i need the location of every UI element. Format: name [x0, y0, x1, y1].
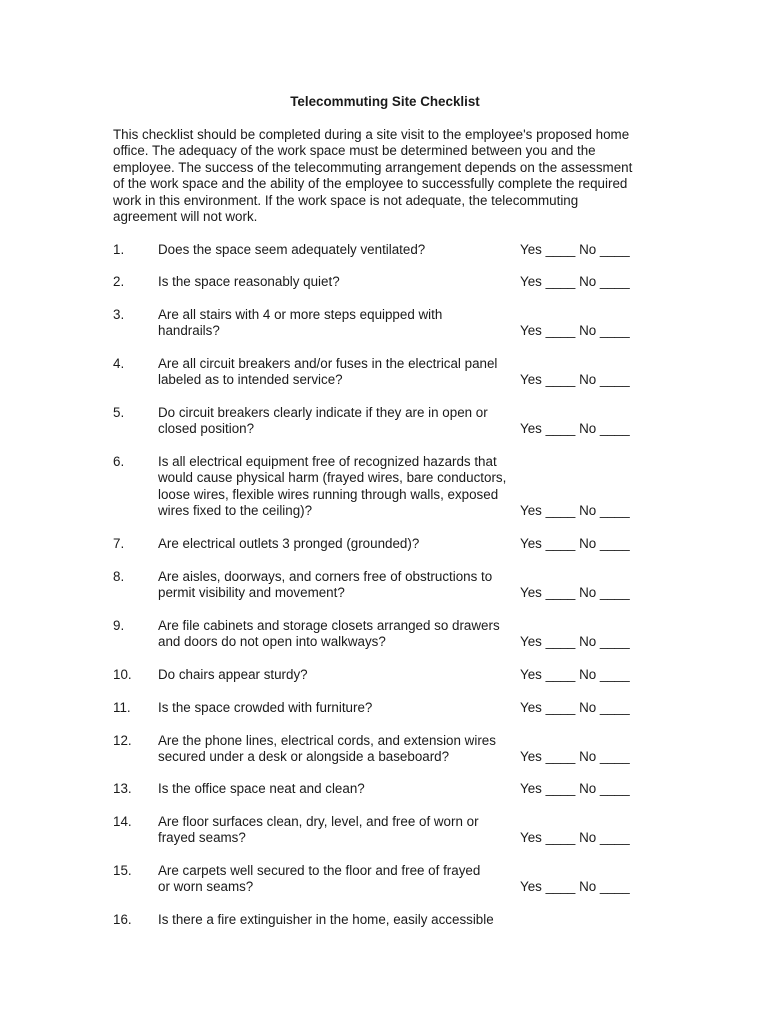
item-question: Do circuit breakers clearly indicate if they are in open or closed position? — [158, 405, 488, 437]
item-question: Does the space seem adequately ventilated? — [158, 242, 426, 257]
item-question: Are carpets well secured to the floor and free of frayed or worn seams? — [158, 863, 481, 895]
item-question: Do chairs appear sturdy? — [158, 667, 308, 682]
item-number: 11. — [113, 700, 131, 715]
yes-no-answer[interactable]: Yes ____ No ____ — [520, 421, 630, 436]
yes-no-answer[interactable]: Yes ____ No ____ — [520, 634, 630, 649]
item-question: Are all stairs with 4 or more steps equipped with handrails? — [158, 307, 443, 339]
yes-no-answer[interactable]: Yes ____ No ____ — [520, 503, 630, 518]
item-question: Are aisles, doorways, and corners free of obstructions to permit visibility and movement? — [158, 569, 493, 601]
item-number: 13. — [113, 781, 132, 796]
item-number: 4. — [113, 356, 125, 371]
yes-no-answer[interactable]: Yes ____ No ____ — [520, 667, 630, 682]
yes-no-answer[interactable]: Yes ____ No ____ — [520, 749, 630, 764]
yes-no-answer[interactable]: Yes ____ No ____ — [520, 781, 630, 796]
item-number: 5. — [113, 405, 125, 420]
item-question: Are file cabinets and storage closets arranged so drawers and doors do not open into walkways? — [158, 618, 500, 650]
item-question: Are floor surfaces clean, dry, level, and free of worn or frayed seams? — [158, 814, 479, 846]
item-number: 8. — [113, 569, 125, 584]
intro-paragraph: This checklist should be completed during a site visit to the employee's proposed home office. The adequacy of the work space must be determined between you and the employee. The success of the telecommuting arrangement depends on the assessment of the work space and the ability of the employee to successfully complete the required work in this environment. If the work space is not adequate, the telecommuting agreement will not work. — [113, 127, 633, 225]
yes-no-answer[interactable]: Yes ____ No ____ — [520, 323, 630, 338]
item-number: 9. — [113, 618, 125, 633]
item-question: Are electrical outlets 3 pronged (grounded)? — [158, 536, 420, 551]
yes-no-answer[interactable]: Yes ____ No ____ — [520, 372, 630, 387]
yes-no-answer[interactable]: Yes ____ No ____ — [520, 585, 630, 600]
item-number: 12. — [113, 733, 132, 748]
item-number: 16. — [113, 912, 132, 927]
yes-no-answer[interactable]: Yes ____ No ____ — [520, 879, 630, 894]
item-number: 1. — [113, 242, 125, 257]
yes-no-answer[interactable]: Yes ____ No ____ — [520, 830, 630, 845]
item-number: 14. — [113, 814, 132, 829]
item-question: Is the office space neat and clean? — [158, 781, 365, 796]
item-number: 10. — [113, 667, 132, 682]
item-number: 2. — [113, 274, 125, 289]
item-question: Is there a fire extinguisher in the home, easily accessible — [158, 912, 494, 927]
item-question: Is all electrical equipment free of recognized hazards that would cause physical harm (frayed wires, bare conductors, loose wires, flexible wires running through walls, exposed wires fixed to the ceiling)? — [158, 454, 507, 519]
yes-no-answer[interactable]: Yes ____ No ____ — [520, 242, 630, 257]
item-number: 7. — [113, 536, 125, 551]
item-question: Are the phone lines, electrical cords, and extension wires secured under a desk or alongside a baseboard? — [158, 733, 496, 765]
item-question: Is the space crowded with furniture? — [158, 700, 373, 715]
yes-no-answer[interactable]: Yes ____ No ____ — [520, 536, 630, 551]
yes-no-answer[interactable]: Yes ____ No ____ — [520, 274, 630, 289]
item-question: Is the space reasonably quiet? — [158, 274, 340, 289]
item-number: 15. — [113, 863, 132, 878]
item-number: 6. — [113, 454, 125, 469]
yes-no-answer[interactable]: Yes ____ No ____ — [520, 700, 630, 715]
item-number: 3. — [113, 307, 125, 322]
item-question: Are all circuit breakers and/or fuses in the electrical panel labeled as to intended service? — [158, 356, 498, 388]
document-title: Telecommuting Site Checklist — [290, 94, 480, 109]
